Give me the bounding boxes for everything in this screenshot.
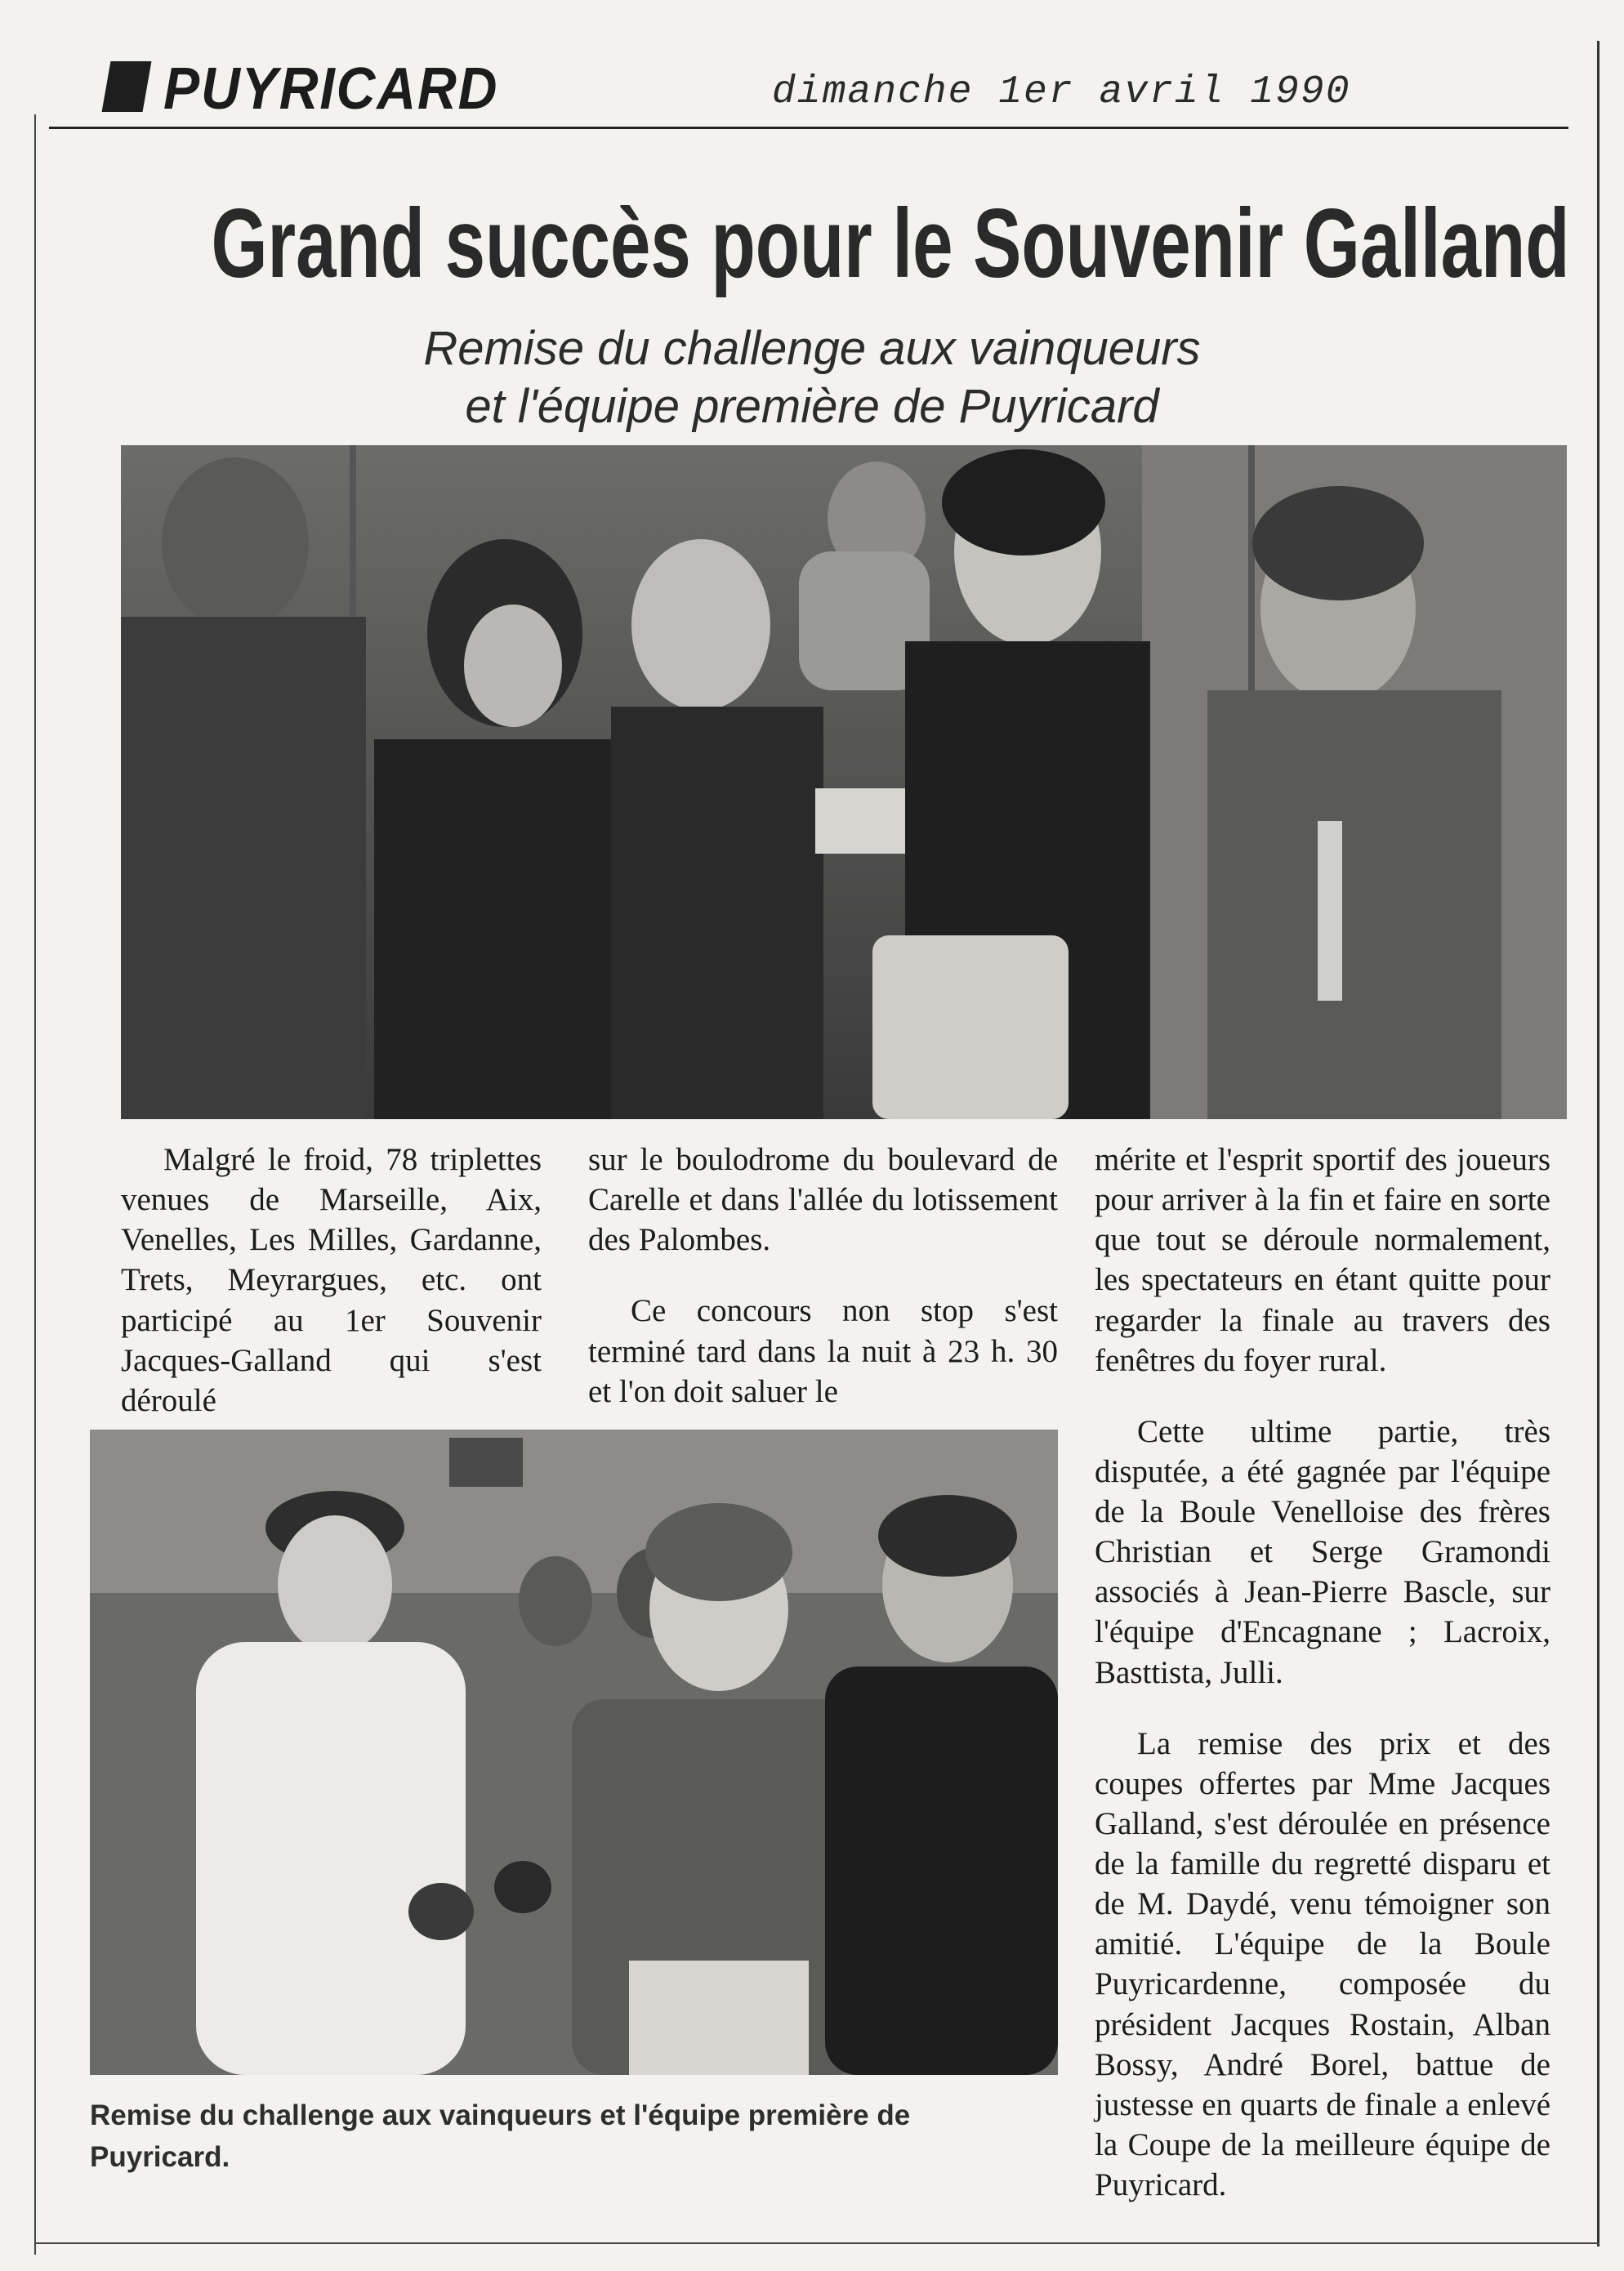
article-column-3 <box>1095 1140 1550 2236</box>
article-paragraph: mérite et l'esprit sportif des joueurs pour arriver à la fin et faire en sorte que tout se déroule normalement, les spectateurs en étant quitte pour regarder la finale au travers des fenêtres du foyer rural. <box>1095 1142 1550 1378</box>
headline: Grand succès pour le Souvenir Galland <box>211 189 1570 298</box>
photo-trophy-ceremony <box>121 445 1567 1119</box>
article-column-1 <box>121 1140 542 1452</box>
publication-date: dimanche 1er avril 1990 <box>772 70 1351 114</box>
header-rule <box>49 127 1568 129</box>
photo-caption: Remise du challenge aux vainqueurs et l'équipe première de Puyricard. <box>90 2099 911 2173</box>
subtitle-line-1: Remise du challenge aux vainqueurs <box>423 322 1201 375</box>
subtitle-line-2: et l'équipe première de Puyricard <box>465 379 1159 433</box>
article-paragraph: Cette ultime partie, très disputée, a été gagnée par l'équipe de la Boule Venelloise des frères Christian et Serge Gramondi associés à Jean-Pierre Bascle, sur l'équipe d'Encagnane ; Lacroix, Basttista, Julli. <box>1095 1413 1550 1690</box>
article-paragraph: Ce concours non stop s'est terminé tard dans la nuit à 23 h. 30 et l'on doit saluer le <box>588 1293 1058 1409</box>
subtitle <box>0 320 1624 436</box>
article-paragraph: Malgré le froid, 78 triplettes venues de Marseille, Aix, Venelles, Les Milles, Gardanne, Trets, Meyrargues, etc. ont participé au 1er Souvenir Jacques-Galland qui s'est déroulé <box>121 1142 542 1418</box>
section-title: PUYRICARD <box>163 56 499 122</box>
bottom-border-rule <box>34 2242 1599 2244</box>
article-paragraph: La remise des prix et des coupes offertes par Mme Jacques Galland, s'est déroulée en présence de la famille du regretté disparu et de M. Daydé, venu témoigner son amitié. L'équipe de la Boule Puyricardenne, composée du président Jacques Rostain, Alban Bossy, André Borel, battue de justesse en quarts de finale a enlevé la Coupe de la meilleure équipe de Puyricard. <box>1095 1725 1550 2202</box>
section-marker-block <box>102 61 152 112</box>
article-column-2 <box>588 1140 1058 1443</box>
photo-winning-team <box>90 1430 1058 2075</box>
article-paragraph: sur le boulodrome du boulevard de Carelle et dans l'allée du lotissement des Palombes. <box>588 1142 1058 1258</box>
